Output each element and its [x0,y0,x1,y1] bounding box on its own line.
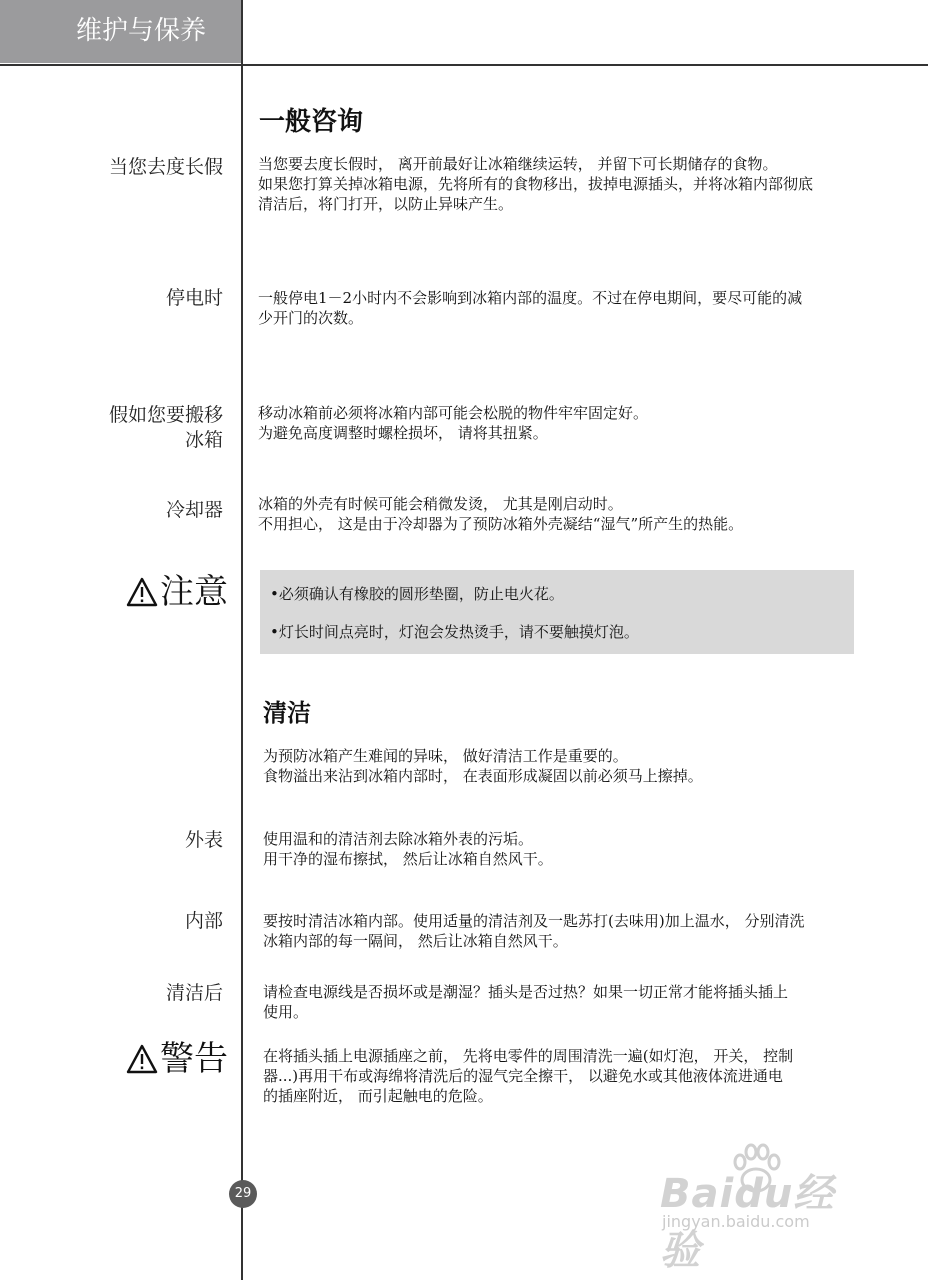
text-line: 不用担心， 这是由于冷却器为了预防冰箱外壳凝结“湿气”所产生的热能。 [258,515,744,533]
page-number: 29 [229,1180,257,1208]
warning-body [263,1046,903,1106]
watermark-logo: Baidu经验 [660,1171,835,1274]
text-line: 食物溢出来沾到冰箱内部时， 在表面形成凝固以前必须马上擦掉。 [263,767,703,785]
cleaning-heading: 清洁 [263,699,311,727]
warning-label [126,1039,228,1079]
text-line: 请检查电源线是否损坏或是潮湿？插头是否过热？如果一切正常才能将插头插上 [263,983,789,1001]
label-line: 冰箱 [184,429,223,451]
caution-text: 注意 [160,572,228,612]
text-line: 器...)再用干布或海绵将清洗后的湿气完全擦干， 以避免水或其他液体流进通电 [263,1067,783,1085]
after-cleaning-text [263,982,903,1022]
warning-triangle-icon [126,1044,158,1074]
text-line: 用干净的湿布擦拭， 然后让冰箱自然风干。 [263,850,553,868]
moving-label [109,403,223,453]
after-cleaning-label: 清洁后 [165,982,223,1004]
watermark-url: jingyan.baidu.com [662,1212,810,1231]
exterior-text [263,829,903,869]
text-line: 一般停电1－2小时内不会影响到冰箱内部的温度。不过在停电期间，要尽可能的减 [258,289,803,307]
cooler-text [258,494,898,534]
caution-box [260,570,854,654]
text-line: 移动冰箱前必须将冰箱内部可能会松脱的物件牢牢固定好。 [258,404,649,422]
text-line: 在将插头插上电源插座之前， 先将电零件的周围清洗一遍(如灯泡， 开关， 控制 [263,1047,794,1065]
label-line: 假如您要搬移 [108,404,223,426]
text-line: 使用温和的清洁剂去除冰箱外表的污垢。 [263,830,534,848]
text-line: 冰箱内部的每一隔间， 然后让冰箱自然风干。 [263,932,568,950]
cooler-label: 冷却器 [165,499,223,521]
text-line: 少开门的次数。 [258,309,364,327]
text-line: 冰箱的外壳有时候可能会稍微发烫， 尤其是刚启动时。 [258,495,623,513]
caution-item: •灯长时间点亮时，灯泡会发热烫手，请不要触摸灯泡。 [270,623,639,641]
warning-text: 警告 [160,1039,228,1079]
text-line: 要按时清洁冰箱内部。使用适量的清洁剂及一匙苏打(去味用)加上温水， 分别清洗 [263,912,805,930]
text-line: 为避免高度调整时螺栓损坏， 请将其扭紧。 [258,424,548,442]
text-line: 使用。 [263,1003,309,1021]
vacation-label: 当您去度长假 [108,156,223,178]
exterior-label: 外表 [184,829,223,851]
moving-text [258,403,898,443]
caution-label [126,572,228,612]
vacation-text [258,154,898,214]
vertical-divider [241,0,243,1280]
header-divider [0,64,928,66]
caution-item: •必须确认有橡胶的圆形垫圈，防止电火花。 [270,585,564,603]
section-title-tab: 维护与保养 [0,0,241,63]
text-line: 的插座附近， 而引起触电的危险。 [263,1087,493,1105]
general-heading: 一般咨询 [259,107,364,137]
power-outage-label: 停电时 [165,287,223,309]
text-line: 清洁后，将门打开，以防止异味产生。 [258,195,514,213]
warning-triangle-icon [126,577,158,607]
cleaning-intro [263,746,903,786]
interior-label: 内部 [184,910,223,932]
baidu-watermark [660,1140,870,1274]
text-line: 为预防冰箱产生难闻的异味， 做好清洁工作是重要的。 [263,747,628,765]
text-line: 如果您打算关掉冰箱电源，先将所有的食物移出，拔掉电源插头，并将冰箱内部彻底 [258,175,814,193]
text-line: 当您要去度长假时， 离开前最好让冰箱继续运转， 并留下可长期储存的食物。 [258,155,778,173]
power-outage-text [258,288,898,328]
interior-text [263,911,903,951]
